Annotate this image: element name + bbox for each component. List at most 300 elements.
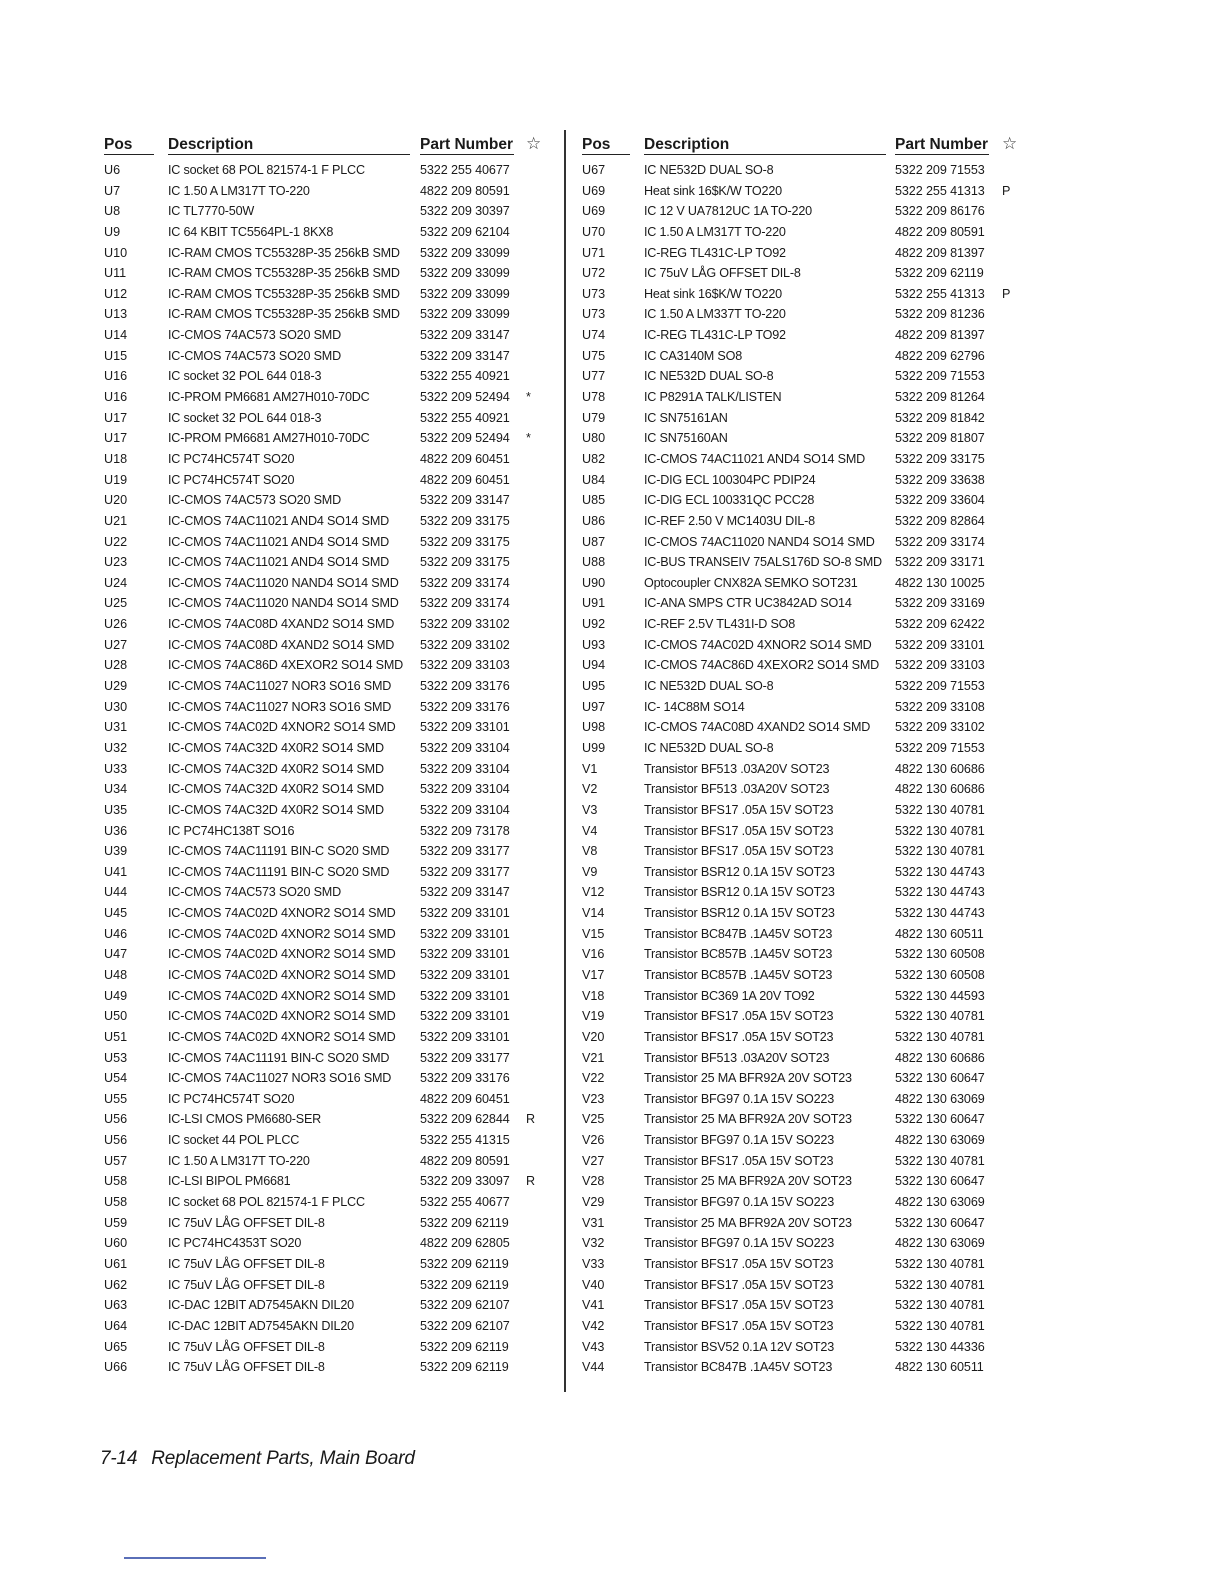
part-number-cell: 4822 130 63069 xyxy=(895,1236,985,1251)
description-cell: Transistor BSR12 0.1A 15V SOT23 xyxy=(644,864,835,879)
part-number-cell: 5322 209 62119 xyxy=(420,1256,509,1271)
table-row xyxy=(104,201,544,222)
part-number-cell: 4822 209 62805 xyxy=(420,1236,510,1251)
part-number-cell: 5322 209 33174 xyxy=(895,534,985,549)
description-cell: IC-CMOS 74AC86D 4XEXOR2 SO14 SMD xyxy=(644,658,880,673)
pos-cell: U72 xyxy=(582,266,606,281)
pos-cell: U6 xyxy=(104,163,121,177)
part-number-cell: 5322 209 33097 xyxy=(420,1174,510,1189)
part-number-cell: 5322 130 40781 xyxy=(895,1009,985,1024)
part-number-cell: 5322 130 40781 xyxy=(895,823,985,838)
part-number-cell: 4822 209 81397 xyxy=(895,245,985,260)
pos-cell: U53 xyxy=(104,1050,128,1065)
column-divider xyxy=(564,130,566,1392)
pos-cell: V14 xyxy=(582,906,605,921)
part-number-cell: 4822 209 80591 xyxy=(895,224,985,239)
part-number-cell: 5322 209 33174 xyxy=(420,596,510,611)
pos-cell: V23 xyxy=(582,1091,605,1106)
table-row xyxy=(104,1337,544,1358)
part-number-cell: 5322 209 33175 xyxy=(420,513,510,528)
part-number-cell: 5322 209 33104 xyxy=(420,761,510,776)
part-number-cell: 5322 209 71553 xyxy=(895,679,985,694)
pos-cell: U33 xyxy=(104,761,128,776)
pos-cell: U88 xyxy=(582,555,606,570)
part-number-cell: 5322 130 60647 xyxy=(895,1215,985,1230)
pos-cell: U30 xyxy=(104,699,128,714)
part-number-cell: 5322 209 33176 xyxy=(420,679,510,694)
description-cell: IC-DIG ECL 100304PC PDIP24 xyxy=(644,472,816,487)
part-number-cell: 5322 209 33175 xyxy=(420,534,510,549)
description-cell: IC-CMOS 74AC08D 4XAND2 SO14 SMD xyxy=(168,617,395,632)
part-number-cell: 5322 209 33101 xyxy=(895,637,985,652)
description-cell: IC 1.50 A LM317T TO-220 xyxy=(168,1153,310,1168)
table-row xyxy=(582,366,1022,387)
description-cell: IC-CMOS 74AC573 SO20 SMD xyxy=(168,328,341,343)
table-row xyxy=(104,1233,544,1254)
description-cell: IC-CMOS 74AC573 SO20 SMD xyxy=(168,348,341,363)
table-row xyxy=(104,986,544,1007)
table-row xyxy=(582,635,1022,656)
pos-cell: U44 xyxy=(104,885,128,900)
table-row xyxy=(582,676,1022,697)
pos-cell: V43 xyxy=(582,1339,605,1354)
description-cell: IC SN75160AN xyxy=(644,431,728,446)
table-row xyxy=(104,655,544,676)
part-number-cell: 5322 209 33101 xyxy=(420,947,510,962)
part-number-cell: 5322 209 33103 xyxy=(420,658,510,673)
part-number-cell: 5322 209 33175 xyxy=(895,451,985,466)
part-number-cell: 4822 130 63069 xyxy=(895,1195,985,1210)
table-row xyxy=(582,284,1022,305)
table-row xyxy=(104,800,544,821)
description-cell: Transistor 25 MA BFR92A 20V SOT23 xyxy=(644,1112,852,1127)
pos-cell: U84 xyxy=(582,472,606,487)
description-cell: IC-CMOS 74AC02D 4XNOR2 SO14 SMD xyxy=(168,947,396,962)
table-row xyxy=(104,593,544,614)
pos-cell: V27 xyxy=(582,1153,605,1168)
table-row xyxy=(582,1109,1022,1130)
description-cell: IC 64 KBIT TC5564PL-1 8KX8 xyxy=(168,224,334,239)
description-cell: Transistor BFS17 .05A 15V SOT23 xyxy=(644,1029,834,1044)
description-cell: IC PC74HC574T SO20 xyxy=(168,451,295,466)
description-cell: IC SN75161AN xyxy=(644,410,728,425)
table-row xyxy=(582,201,1022,222)
part-number-cell: 5322 209 33101 xyxy=(420,906,510,921)
pos-cell: U86 xyxy=(582,513,606,528)
table-row xyxy=(104,1316,544,1337)
pos-cell: U13 xyxy=(104,307,128,322)
pos-cell: U63 xyxy=(104,1298,128,1313)
part-number-cell: 4822 130 60686 xyxy=(895,782,985,797)
bottom-rule xyxy=(124,1557,266,1559)
table-row xyxy=(582,1254,1022,1275)
table-row xyxy=(582,593,1022,614)
pos-cell: U99 xyxy=(582,740,606,755)
description-cell: IC 75uV LÅG OFFSET DIL-8 xyxy=(168,1215,325,1230)
right-rows xyxy=(582,160,1022,1378)
pos-cell: U66 xyxy=(104,1360,128,1375)
part-number-cell: 5322 209 73178 xyxy=(420,823,510,838)
part-number-cell: 4822 130 60511 xyxy=(895,926,984,941)
pos-cell: U61 xyxy=(104,1256,128,1271)
description-cell: IC-CMOS 74AC02D 4XNOR2 SO14 SMD xyxy=(168,1029,396,1044)
table-row xyxy=(104,779,544,800)
table-row xyxy=(582,1213,1022,1234)
description-cell: IC-CMOS 74AC02D 4XNOR2 SO14 SMD xyxy=(168,988,396,1003)
note-cell: P xyxy=(1002,183,1011,198)
description-cell: IC-CMOS 74AC11191 BIN-C SO20 SMD xyxy=(168,864,390,879)
pos-cell: U64 xyxy=(104,1318,128,1333)
pos-cell: U73 xyxy=(582,307,606,322)
note-cell: R xyxy=(526,1112,536,1127)
part-number-cell: 5322 130 40781 xyxy=(895,1256,985,1271)
table-row xyxy=(104,882,544,903)
part-number-cell: 5322 209 33104 xyxy=(420,802,510,817)
part-number-cell: 5322 130 40781 xyxy=(895,1298,985,1313)
part-number-cell: 5322 209 33177 xyxy=(420,864,510,879)
table-row xyxy=(104,1048,544,1069)
part-number-cell: 5322 209 82864 xyxy=(895,513,985,528)
part-number-cell: 4822 209 80591 xyxy=(420,1153,510,1168)
table-row xyxy=(104,1027,544,1048)
table-row xyxy=(104,1275,544,1296)
description-cell: IC-CMOS 74AC11020 NAND4 SO14 SMD xyxy=(168,596,399,611)
table-row xyxy=(582,263,1022,284)
pos-cell: U58 xyxy=(104,1174,128,1189)
table-row xyxy=(582,243,1022,264)
part-number-cell: 5322 209 33175 xyxy=(420,555,510,570)
table-row xyxy=(582,882,1022,903)
table-row xyxy=(104,1192,544,1213)
table-row xyxy=(582,800,1022,821)
pos-cell: V31 xyxy=(582,1215,605,1230)
description-cell: IC 75uV LÅG OFFSET DIL-8 xyxy=(168,1256,325,1271)
description-cell: IC-LSI BIPOL PM6681 xyxy=(168,1174,291,1189)
table-row xyxy=(104,449,544,470)
pos-cell: V16 xyxy=(582,947,605,962)
part-number-cell: 5322 209 81807 xyxy=(895,431,985,446)
table-row xyxy=(582,1316,1022,1337)
table-row xyxy=(582,1130,1022,1151)
pos-cell: U20 xyxy=(104,493,128,508)
pos-cell: U19 xyxy=(104,472,128,487)
table-row xyxy=(104,635,544,656)
part-number-cell: 5322 209 33101 xyxy=(420,720,510,735)
table-row xyxy=(104,284,544,305)
pos-cell: U14 xyxy=(104,328,128,343)
part-number-cell: 5322 209 33103 xyxy=(895,658,985,673)
table-row xyxy=(104,1213,544,1234)
part-number-cell: 5322 209 33177 xyxy=(420,844,510,859)
part-number-cell: 5322 255 41313 xyxy=(895,183,985,198)
table-row xyxy=(582,1192,1022,1213)
header-part-number: Part Number xyxy=(420,136,514,153)
table-row xyxy=(104,1254,544,1275)
table-row xyxy=(582,428,1022,449)
description-cell: Transistor BC857B .1A45V SOT23 xyxy=(644,947,833,962)
pos-cell: U97 xyxy=(582,699,606,714)
table-row xyxy=(104,759,544,780)
pos-cell: U39 xyxy=(104,844,128,859)
pos-cell: U93 xyxy=(582,637,606,652)
pos-cell: U71 xyxy=(582,245,606,260)
part-number-cell: 5322 209 62422 xyxy=(895,617,985,632)
table-row xyxy=(104,1006,544,1027)
table-row xyxy=(582,1171,1022,1192)
description-cell: IC-CMOS 74AC32D 4X0R2 SO14 SMD xyxy=(168,740,384,755)
description-cell: IC-CMOS 74AC02D 4XNOR2 SO14 SMD xyxy=(644,637,872,652)
description-cell: IC- 14C88M SO14 xyxy=(644,699,745,714)
description-cell: IC 75uV LÅG OFFSET DIL-8 xyxy=(168,1360,325,1375)
description-cell: IC-CMOS 74AC02D 4XNOR2 SO14 SMD xyxy=(168,1009,396,1024)
table-row xyxy=(582,552,1022,573)
part-number-cell: 5322 209 33101 xyxy=(420,926,510,941)
header-underline xyxy=(644,154,886,155)
description-cell: IC 75uV LÅG OFFSET DIL-8 xyxy=(168,1277,325,1292)
description-cell: Transistor BFS17 .05A 15V SOT23 xyxy=(644,823,834,838)
pos-cell: V18 xyxy=(582,988,605,1003)
pos-cell: U41 xyxy=(104,864,128,879)
table-row xyxy=(104,532,544,553)
pos-cell: V25 xyxy=(582,1112,605,1127)
description-cell: Transistor BFS17 .05A 15V SOT23 xyxy=(644,802,834,817)
table-row xyxy=(104,366,544,387)
table-row xyxy=(104,490,544,511)
pos-cell: U11 xyxy=(104,266,127,281)
part-number-cell: 5322 209 33104 xyxy=(420,782,510,797)
pos-cell: U27 xyxy=(104,637,128,652)
pos-cell: U54 xyxy=(104,1071,128,1086)
pos-cell: V20 xyxy=(582,1029,605,1044)
table-row xyxy=(582,1068,1022,1089)
pos-cell: U16 xyxy=(104,390,128,405)
pos-cell: U34 xyxy=(104,782,128,797)
description-cell: Transistor BFS17 .05A 15V SOT23 xyxy=(644,1277,834,1292)
table-row xyxy=(104,346,544,367)
part-number-cell: 5322 209 33169 xyxy=(895,596,985,611)
description-cell: IC PC74HC574T SO20 xyxy=(168,472,295,487)
pos-cell: U16 xyxy=(104,369,128,384)
description-cell: IC 1.50 A LM337T TO-220 xyxy=(644,307,786,322)
table-row xyxy=(582,1151,1022,1172)
part-number-cell: 5322 130 60647 xyxy=(895,1071,985,1086)
table-row xyxy=(104,552,544,573)
description-cell: IC-BUS TRANSEIV 75ALS176D SO-8 SMD xyxy=(644,555,882,570)
description-cell: IC 1.50 A LM317T TO-220 xyxy=(644,224,786,239)
description-cell: IC PC74HC138T SO16 xyxy=(168,823,295,838)
pos-cell: U90 xyxy=(582,575,606,590)
part-number-cell: 5322 209 33101 xyxy=(420,1009,510,1024)
table-row xyxy=(104,717,544,738)
pos-cell: U48 xyxy=(104,967,128,982)
pos-cell: U69 xyxy=(582,204,606,219)
table-row xyxy=(582,944,1022,965)
part-number-cell: 5322 209 33099 xyxy=(420,266,510,281)
table-row xyxy=(104,428,544,449)
pos-cell: U29 xyxy=(104,679,128,694)
pos-cell: U75 xyxy=(582,348,606,363)
table-row xyxy=(104,738,544,759)
table-row xyxy=(582,697,1022,718)
table-row xyxy=(104,387,544,408)
description-cell: IC-DAC 12BIT AD7545AKN DIL20 xyxy=(168,1298,354,1313)
pos-cell: U36 xyxy=(104,823,128,838)
part-number-cell: 5322 209 52494 xyxy=(420,390,510,405)
part-number-cell: 4822 130 63069 xyxy=(895,1091,985,1106)
part-number-cell: 4822 130 60686 xyxy=(895,1050,985,1065)
header-description: Description xyxy=(168,136,254,153)
part-number-cell: 5322 209 71553 xyxy=(895,740,985,755)
description-cell: IC PC74HC4353T SO20 xyxy=(168,1236,302,1251)
pos-cell: V3 xyxy=(582,802,598,817)
page-footer xyxy=(100,1448,415,1470)
part-number-cell: 5322 209 33099 xyxy=(420,245,510,260)
pos-cell: U60 xyxy=(104,1236,128,1251)
description-cell: IC-RAM CMOS TC55328P-35 256kB SMD xyxy=(168,286,400,301)
description-cell: Transistor BF513 .03A20V SOT23 xyxy=(644,761,830,776)
description-cell: Transistor BFG97 0.1A 15V SO223 xyxy=(644,1133,835,1148)
table-row xyxy=(104,1357,544,1378)
description-cell: Heat sink 16$K/W TO220 xyxy=(644,183,782,198)
table-row xyxy=(104,821,544,842)
pos-cell: U79 xyxy=(582,410,606,425)
description-cell: IC-CMOS 74AC32D 4X0R2 SO14 SMD xyxy=(168,802,384,817)
description-cell: Transistor BC847B .1A45V SOT23 xyxy=(644,1360,833,1375)
description-cell: Optocoupler CNX82A SEMKO SOT231 xyxy=(644,575,858,590)
pos-cell: U25 xyxy=(104,596,128,611)
table-row xyxy=(104,470,544,491)
part-number-cell: 5322 255 40921 xyxy=(420,410,510,425)
table-row xyxy=(582,903,1022,924)
part-number-cell: 5322 209 62844 xyxy=(420,1112,510,1127)
description-cell: IC CA3140M SO8 xyxy=(644,348,742,363)
left-parts-table xyxy=(104,134,544,1378)
table-row xyxy=(582,325,1022,346)
page-title: Replacement Parts, Main Board xyxy=(151,1448,415,1469)
description-cell: IC-LSI CMOS PM6680-SER xyxy=(168,1112,322,1127)
pos-cell: U7 xyxy=(104,183,121,198)
pos-cell: V19 xyxy=(582,1009,605,1024)
table-row xyxy=(582,759,1022,780)
description-cell: Transistor 25 MA BFR92A 20V SOT23 xyxy=(644,1215,852,1230)
part-number-cell: 5322 209 33101 xyxy=(420,988,510,1003)
pos-cell: U98 xyxy=(582,720,606,735)
table-row xyxy=(582,304,1022,325)
part-number-cell: 5322 130 44593 xyxy=(895,988,985,1003)
part-number-cell: 5322 209 52494 xyxy=(420,431,510,446)
header-underline xyxy=(104,154,154,155)
part-number-cell: 5322 255 41313 xyxy=(895,286,985,301)
pos-cell: U58 xyxy=(104,1195,128,1210)
description-cell: IC-CMOS 74AC573 SO20 SMD xyxy=(168,493,341,508)
part-number-cell: 5322 130 60508 xyxy=(895,947,985,962)
pos-cell: U31 xyxy=(104,720,128,735)
part-number-cell: 5322 130 40781 xyxy=(895,802,985,817)
pos-cell: U21 xyxy=(104,513,128,528)
note-cell: * xyxy=(526,390,531,405)
part-number-cell: 5322 209 33174 xyxy=(420,575,510,590)
table-row xyxy=(104,841,544,862)
part-number-cell: 5322 130 60647 xyxy=(895,1112,985,1127)
table-row xyxy=(104,243,544,264)
pos-cell: V28 xyxy=(582,1174,605,1189)
description-cell: IC-DIG ECL 100331QC PCC28 xyxy=(644,493,815,508)
part-number-cell: 5322 130 44336 xyxy=(895,1339,985,1354)
part-number-cell: 5322 209 62119 xyxy=(420,1215,509,1230)
part-number-cell: 5322 209 62119 xyxy=(420,1277,509,1292)
description-cell: IC-PROM PM6681 AM27H010-70DC xyxy=(168,431,370,446)
table-row xyxy=(104,160,544,181)
description-cell: IC-CMOS 74AC08D 4XAND2 SO14 SMD xyxy=(168,637,395,652)
pos-cell: V33 xyxy=(582,1256,605,1271)
part-number-cell: 5322 209 71553 xyxy=(895,163,985,177)
part-number-cell: 4822 130 60686 xyxy=(895,761,985,776)
description-cell: IC socket 68 POL 821574-1 F PLCC xyxy=(168,163,365,177)
description-cell: IC-ANA SMPS CTR UC3842AD SO14 xyxy=(644,596,852,611)
table-row xyxy=(104,1295,544,1316)
table-row xyxy=(104,1089,544,1110)
pos-cell: U85 xyxy=(582,493,606,508)
description-cell: Transistor BFS17 .05A 15V SOT23 xyxy=(644,844,834,859)
pos-cell: U92 xyxy=(582,617,606,632)
table-row xyxy=(104,614,544,635)
table-row xyxy=(582,1337,1022,1358)
part-number-cell: 5322 130 40781 xyxy=(895,1153,985,1168)
pos-cell: U23 xyxy=(104,555,128,570)
header-underline xyxy=(420,154,514,155)
description-cell: IC-RAM CMOS TC55328P-35 256kB SMD xyxy=(168,307,400,322)
table-row xyxy=(104,181,544,202)
description-cell: Heat sink 16$K/W TO220 xyxy=(644,286,782,301)
pos-cell: U70 xyxy=(582,224,606,239)
part-number-cell: 5322 255 40921 xyxy=(420,369,510,384)
table-row xyxy=(582,222,1022,243)
table-row xyxy=(582,779,1022,800)
pos-cell: U28 xyxy=(104,658,128,673)
table-row xyxy=(104,263,544,284)
table-row xyxy=(104,965,544,986)
pos-cell: V8 xyxy=(582,844,598,859)
pos-cell: U73 xyxy=(582,286,606,301)
pos-cell: V40 xyxy=(582,1277,605,1292)
part-number-cell: 5322 130 60508 xyxy=(895,967,985,982)
description-cell: IC-REG TL431C-LP TO92 xyxy=(644,245,786,260)
pos-cell: U8 xyxy=(104,204,121,219)
part-number-cell: 4822 209 80591 xyxy=(420,183,510,198)
part-number-cell: 5322 209 33102 xyxy=(895,720,985,735)
header-star-icon: ☆ xyxy=(1002,134,1018,153)
table-row xyxy=(582,1006,1022,1027)
pos-cell: V17 xyxy=(582,967,605,982)
pos-cell: U87 xyxy=(582,534,606,549)
part-number-cell: 5322 209 33108 xyxy=(895,699,985,714)
description-cell: IC 12 V UA7812UC 1A TO-220 xyxy=(644,204,812,219)
part-number-cell: 5322 130 44743 xyxy=(895,864,985,879)
table-row xyxy=(582,1048,1022,1069)
pos-cell: U74 xyxy=(582,328,606,343)
description-cell: IC-CMOS 74AC32D 4X0R2 SO14 SMD xyxy=(168,782,384,797)
part-number-cell: 5322 209 33099 xyxy=(420,286,510,301)
part-number-cell: 4822 130 10025 xyxy=(895,575,985,590)
pos-cell: V32 xyxy=(582,1236,605,1251)
header-pos: Pos xyxy=(104,136,133,153)
description-cell: IC-CMOS 74AC11027 NOR3 SO16 SMD xyxy=(168,1071,392,1086)
description-cell: Transistor BC847B .1A45V SOT23 xyxy=(644,926,833,941)
table-row xyxy=(582,862,1022,883)
pos-cell: V21 xyxy=(582,1050,605,1065)
description-cell: IC-CMOS 74AC02D 4XNOR2 SO14 SMD xyxy=(168,926,396,941)
description-cell: Transistor 25 MA BFR92A 20V SOT23 xyxy=(644,1174,852,1189)
